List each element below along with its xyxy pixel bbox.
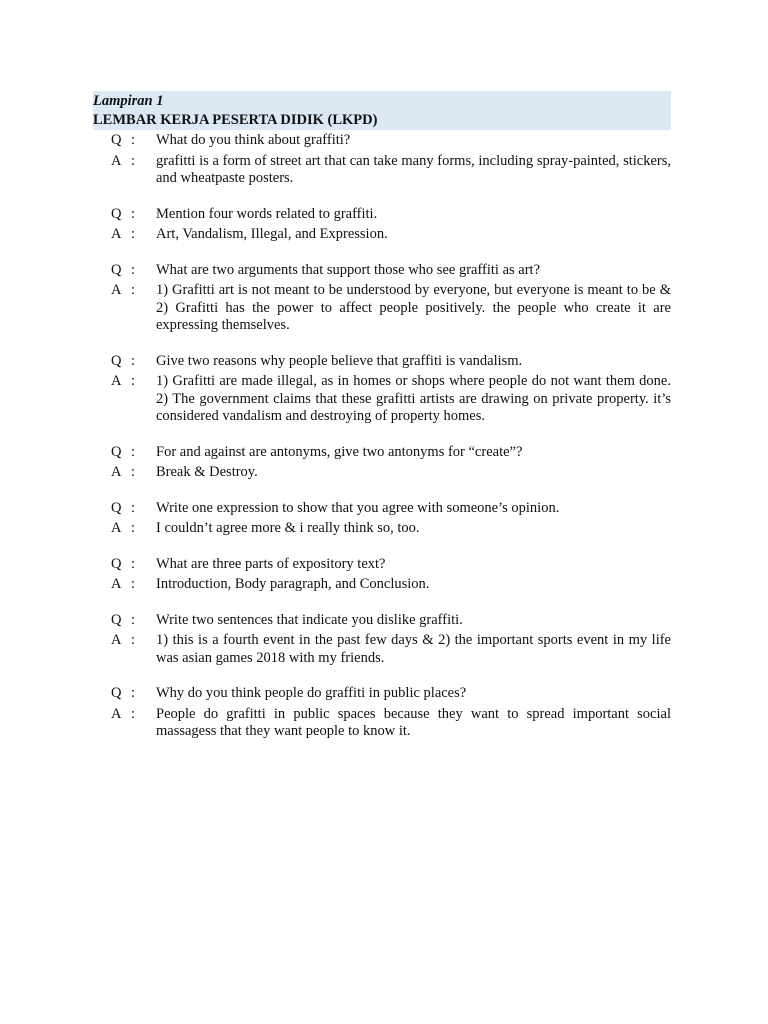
answer-text: Art, Vandalism, Illegal, and Expression. <box>156 226 388 242</box>
qa-item <box>93 262 671 335</box>
question-row <box>93 132 671 150</box>
header-block <box>93 91 671 130</box>
separator-colon: : <box>131 132 136 148</box>
separator-colon: : <box>131 705 136 722</box>
question-row <box>93 262 671 280</box>
separator-colon: : <box>131 632 136 648</box>
question-text: Write two sentences that indicate you dislike graffiti. <box>156 611 463 628</box>
separator-colon: : <box>131 520 136 536</box>
qa-list <box>93 132 671 741</box>
question-label: Q <box>111 352 122 369</box>
separator-colon: : <box>131 464 136 480</box>
answer-text: People do grafitti in public spaces because they want to spread important social massagess that they want people to know it. <box>156 705 671 739</box>
question-label: Q <box>111 132 122 148</box>
answer-row <box>93 576 671 594</box>
answer-label: A <box>111 632 122 648</box>
question-text: What are two arguments that support those who see graffiti as art? <box>156 261 541 278</box>
answer-text: Break & Destroy. <box>156 464 258 480</box>
qa-item <box>93 556 671 594</box>
separator-colon: : <box>131 282 136 298</box>
answer-row <box>93 706 671 741</box>
answer-label: A <box>111 705 122 722</box>
qa-item <box>93 444 671 482</box>
answer-label: A <box>111 373 122 389</box>
separator-colon: : <box>131 499 136 516</box>
separator-colon: : <box>131 261 136 278</box>
question-label: Q <box>111 261 122 278</box>
worksheet-title: LEMBAR KERJA PESERTA DIDIK (LKPD) <box>93 112 378 128</box>
appendix-label: Lampiran 1 <box>93 93 164 109</box>
question-text: What are three parts of expository text? <box>156 555 386 572</box>
separator-colon: : <box>131 373 136 389</box>
separator-colon: : <box>131 555 136 572</box>
question-text: For and against are antonyms, give two antonyms for “create”? <box>156 443 523 460</box>
answer-label: A <box>111 152 122 169</box>
separator-colon: : <box>131 443 136 460</box>
question-row <box>93 353 671 371</box>
separator-colon: : <box>131 152 136 169</box>
answer-row <box>93 520 671 538</box>
question-row <box>93 612 671 630</box>
question-label: Q <box>111 499 122 516</box>
separator-colon: : <box>131 352 136 369</box>
question-text: Give two reasons why people believe that graffiti is vandalism. <box>156 352 523 369</box>
separator-colon: : <box>131 576 136 592</box>
document-page <box>93 91 671 759</box>
question-row <box>93 500 671 518</box>
question-label: Q <box>111 443 122 460</box>
question-row <box>93 206 671 224</box>
answer-text: Introduction, Body paragraph, and Conclusion. <box>156 576 430 592</box>
question-text: Mention four words related to graffiti. <box>156 205 378 222</box>
answer-row <box>93 153 671 188</box>
answer-row <box>93 226 671 244</box>
qa-item <box>93 685 671 741</box>
answer-label: A <box>111 464 122 480</box>
question-label: Q <box>111 611 122 628</box>
answer-row <box>93 632 671 667</box>
question-text: What do you think about graffiti? <box>156 132 351 148</box>
separator-colon: : <box>131 685 136 701</box>
answer-text: grafitti is a form of street art that can take many forms, including spray-painted, stickers, and wheatpaste posters. <box>156 152 671 186</box>
question-text: Write one expression to show that you agree with someone’s opinion. <box>156 499 560 516</box>
question-row <box>93 685 671 703</box>
answer-text: I couldn’t agree more & i really think so, too. <box>156 520 420 536</box>
qa-item <box>93 353 671 426</box>
answer-text: 1) Grafitti are made illegal, as in homes or shops where people do not want them done. 2) The government claims that these grafitti artists are drawing on private property. it’s considered vandalism and destroying of property homes. <box>156 373 671 424</box>
qa-item <box>93 206 671 244</box>
question-label: Q <box>111 555 122 572</box>
answer-text: 1) Grafitti art is not meant to be understood by everyone, but everyone is meant to be & 2) Grafitti has the power to affect people positively. the people who create it are expressing themselves. <box>156 282 671 333</box>
answer-label: A <box>111 576 122 592</box>
question-text: Why do you think people do graffiti in public places? <box>156 685 467 701</box>
separator-colon: : <box>131 611 136 628</box>
separator-colon: : <box>131 226 136 242</box>
answer-label: A <box>111 282 122 298</box>
answer-row <box>93 464 671 482</box>
question-label: Q <box>111 685 122 701</box>
question-row <box>93 444 671 462</box>
separator-colon: : <box>131 205 136 222</box>
qa-item <box>93 132 671 188</box>
answer-text: 1) this is a fourth event in the past few days & 2) the important sports event in my life was asian games 2018 with my friends. <box>156 632 671 666</box>
answer-row <box>93 373 671 426</box>
answer-label: A <box>111 226 122 242</box>
answer-label: A <box>111 520 122 536</box>
qa-item <box>93 612 671 668</box>
qa-item <box>93 500 671 538</box>
question-row <box>93 556 671 574</box>
answer-row <box>93 282 671 335</box>
question-label: Q <box>111 205 122 222</box>
